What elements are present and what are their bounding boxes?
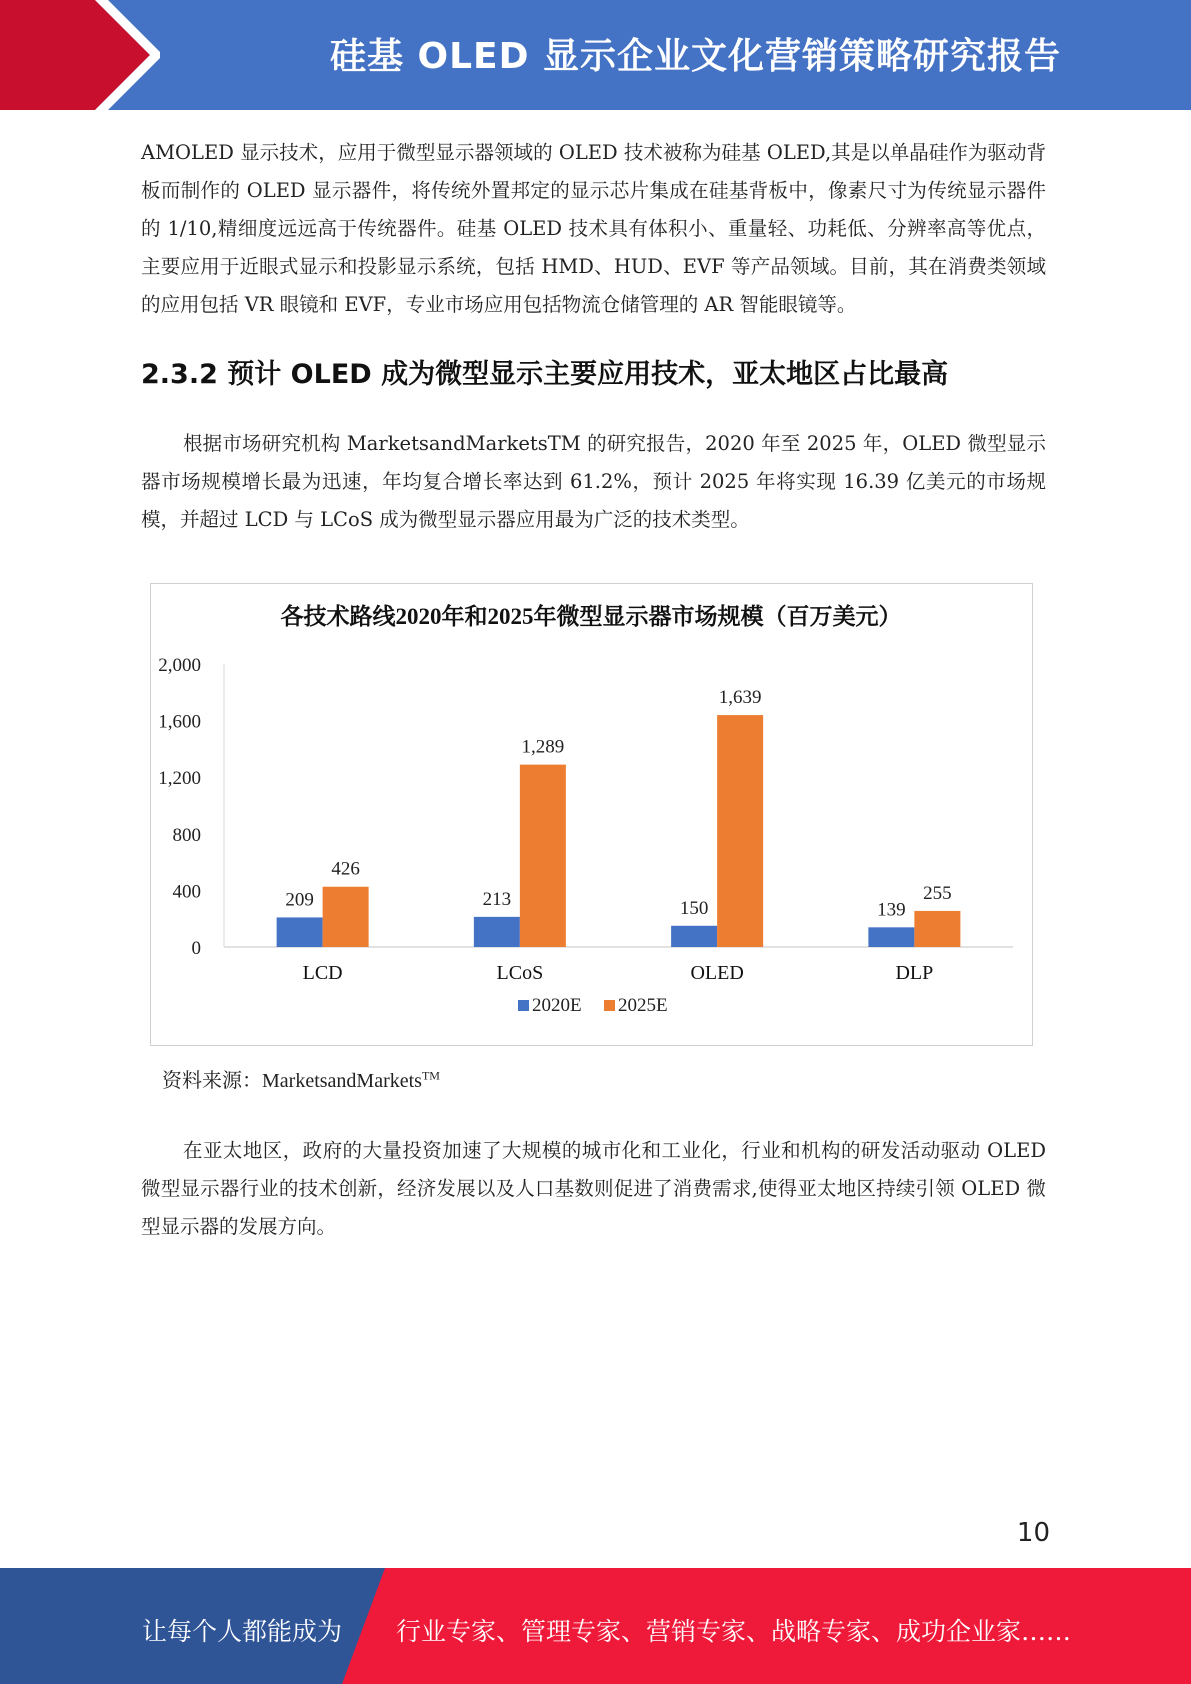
y-tick-label: 2,000 (158, 655, 201, 676)
header-arrow-icon (0, 0, 160, 110)
data-label: 255 (923, 882, 952, 904)
data-label: 1,289 (521, 736, 565, 758)
paragraph-amoled: AMOLED 显示技术，应用于微型显示器领域的 OLED 技术被称为硅基 OLED,其是以单晶硅作为驱动背板而制作的 OLED 显示器件，将传统外置邦定的显示芯片集成在硅基背板中，像素尺寸为传统显示器件的 1/10,精细度远远高于传统器件。硅基 OLED 技术具有体积小、重量轻、功耗低、分辨率高等优点，主要应用于近眼式显示和投影显示系统，包括 HMD、HUD、EVF 等产品领域。目前，其在消费类领域的应用包括 VR 眼镜和 EVF，专业市场应用包括物流仓储管理的 AR 智能眼镜等。 (141, 141, 1046, 316)
legend-swatch-2020E (518, 1000, 529, 1011)
data-label: 139 (877, 899, 906, 921)
bar-2025E-LCoS (520, 765, 566, 947)
data-label: 1,639 (718, 687, 762, 709)
bar-2020E-LCoS (474, 917, 520, 947)
legend-label: 2025E (618, 995, 668, 1016)
bar-2025E-OLED (717, 715, 763, 947)
data-label: 426 (331, 858, 360, 880)
y-tick-label: 0 (191, 938, 201, 959)
bar-2025E-LCD (323, 887, 369, 947)
y-tick-label: 800 (172, 824, 201, 846)
paragraph-asia-pacific: 在亚太地区，政府的大量投资加速了大规模的城市化和工业化，行业和机构的研发活动驱动 OLED 微型显示器行业的技术创新，经济发展以及人口基数则促进了消费需求,使得亚太地区持续引领 OLED 微型显示器的发展方向。 (141, 1139, 1046, 1238)
chart-svg (151, 584, 1032, 1045)
footer-slogan-right: 行业专家、管理专家、营销专家、战略专家、成功企业家…… (396, 1617, 1072, 1646)
y-tick-label: 400 (172, 881, 201, 903)
x-tick-label: DLP (895, 962, 934, 984)
bar-2025E-DLP (914, 911, 960, 947)
report-title: 硅基 OLED 显示企业文化营销策略研究报告 (329, 36, 1062, 77)
source-note (162, 1064, 440, 1093)
legend-swatch-2025E (604, 1000, 615, 1011)
source-label: 资料来源：MarketsandMarkets (162, 1070, 422, 1092)
bar-chart (150, 583, 1033, 1046)
data-label: 213 (482, 888, 512, 910)
bar-2020E-LCD (277, 917, 323, 947)
section-title: 2.3.2 预计 OLED 成为微型显示主要应用技术，亚太地区占比最高 (141, 359, 949, 390)
bar-2020E-DLP (868, 927, 914, 947)
bar-2020E-OLED (671, 926, 717, 947)
legend-label: 2020E (532, 995, 582, 1016)
trademark-mark: TM (421, 1068, 440, 1083)
x-tick-label: LCoS (496, 962, 544, 984)
chart-title: 各技术路线2020年和2025年微型显示器市场规模（百万美元） (280, 604, 902, 629)
y-tick-label: 1,200 (158, 768, 201, 790)
data-label: 150 (679, 897, 709, 919)
paragraph-market-report: 根据市场研究机构 MarketsandMarketsTM 的研究报告，2020 年至 2025 年，OLED 微型显示器市场规模增长最为迅速，年均复合增长率达到 61.2%，预计 2025 年将实现 16.39 亿美元的市场规模，并超过 LCD 与 LCoS 成为微型显示器应用最为广泛的技术类型。 (141, 432, 1046, 531)
page-footer (0, 1568, 1191, 1684)
data-label: 209 (285, 889, 314, 911)
footer-slogan-left: 让每个人都能成为 (142, 1617, 343, 1646)
y-tick-label: 1,600 (158, 711, 201, 733)
x-tick-label: OLED (690, 962, 744, 984)
x-tick-label: LCD (302, 962, 343, 984)
page-number: 10 (1016, 1518, 1050, 1548)
page-header (0, 0, 1191, 110)
